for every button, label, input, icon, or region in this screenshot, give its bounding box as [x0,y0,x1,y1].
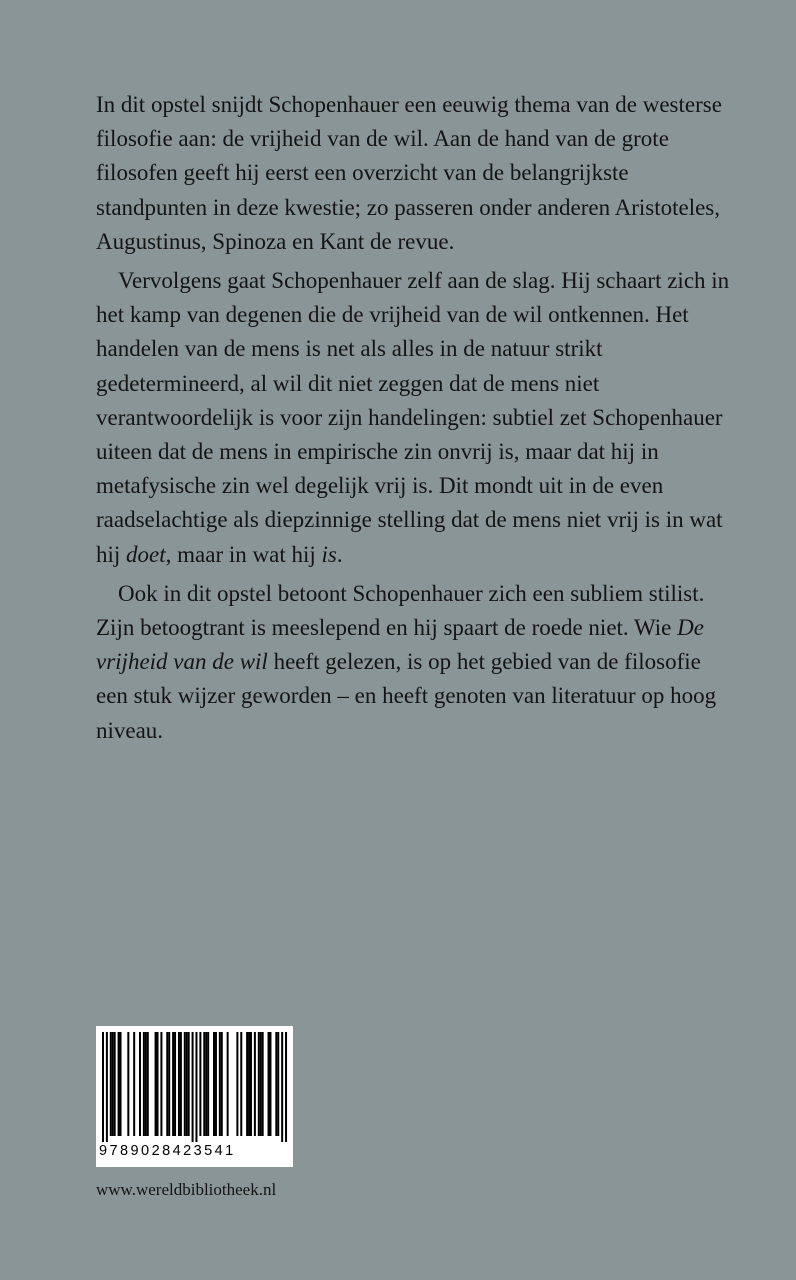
barcode-bars [96,1026,293,1146]
barcode-bar [254,1032,256,1136]
blurb-p3-book-title: De vrijheid van de wil [96,615,704,675]
blurb-paragraph-1: In dit opstel snijdt Schopenhauer een eeuwig thema van de westerse filosofie aan: de vrijheid van de wil. Aan de hand van de grote filosofen geeft hij eerst een overzicht van de belangrijkste standpunten in deze kwestie; zo passeren onder anderen Aristoteles, Augustinus, Spinoza en Kant de revue. [96,92,722,254]
barcode-bar [268,1032,270,1136]
publisher-website: www.wereldbibliotheek.nl [96,1180,277,1199]
blurb-paragraph-2 [96,264,736,572]
barcode-bar [172,1032,174,1136]
barcode-bar [236,1032,238,1136]
barcode-bar [250,1032,252,1136]
isbn-number: 9789028423541 [99,1143,236,1159]
barcode-bar [246,1032,248,1136]
barcode-bar [285,1032,287,1142]
barcode-bar [221,1032,223,1136]
barcode-bar [262,1032,264,1136]
blurb-p3-text-a: Ook in dit opstel betoont Schopenhauer zich een subliem stilist. Zijn betoogtrant is meeslepend en hij spaart de roede niet. Wie [96,580,705,641]
barcode-bar [127,1032,129,1136]
blurb-p2-text-b: , maar in wat hij [165,541,322,567]
barcode-bar [205,1032,207,1136]
barcode-bar [174,1032,176,1136]
barcode-bar [145,1032,147,1136]
barcode-bar [188,1032,190,1136]
barcode-bar [203,1032,205,1136]
barcode-bar [180,1032,182,1136]
blurb-p2-emphasis-is: is [321,541,337,567]
barcode-bar [269,1032,271,1136]
barcode-bar [118,1032,120,1136]
barcode-bar [199,1032,201,1136]
barcode-bar [186,1032,188,1136]
isbn-barcode [96,1026,293,1167]
barcode-bar [160,1032,162,1136]
barcode-bar [277,1032,279,1136]
barcode-bar [240,1032,242,1136]
blurb-p2-text-a: Vervolgens gaat Schopenhauer zelf aan de slag. Hij schaart zich in het kamp van degenen die de vrijheid van de wil ontkennen. Het handelen van de mens is net als alles in de natuur strikt gedetermineerd, al wil dit niet zeggen dat de mens niet verantwoordelijk is voor zijn handelingen: subtiel zet Schopenhauer uiteen dat de mens in empirische zin onvrij is, maar dat hij in metafysische zin wel degelijk vrij is. Dit mondt uit in de even raadselachtige als diepzinnige stelling dat de mens niet vrij is in wat hij [96,268,730,567]
blurb-p2-emphasis-doet: doet [126,541,166,567]
barcode-bar [120,1032,122,1136]
blurb-p2-text-c: . [336,541,343,567]
barcode-bar [178,1032,180,1136]
barcode-bar [227,1032,229,1136]
barcode-bar [106,1032,108,1142]
barcode-bar [110,1032,112,1136]
barcode-bar [213,1032,215,1136]
back-cover-blurb [96,88,736,753]
barcode-bar [133,1032,135,1136]
blurb-p3-text-b: heeft gelezen, is op het gebied van de filosofie een stuk wijzer geworden – en heeft genoten van literatuur op hoog niveau. [96,649,717,743]
blurb-paragraph-3 [96,577,736,748]
barcode-bar [157,1032,159,1136]
barcode-bar [155,1032,157,1136]
barcode-bar [112,1032,114,1136]
barcode-bar [143,1032,145,1136]
barcode-bar [258,1032,260,1136]
barcode-bar [102,1032,104,1142]
barcode-bar [215,1032,217,1136]
barcode-bar [260,1032,262,1136]
barcode-bar [281,1032,283,1142]
barcode-bar [114,1032,116,1136]
barcode-bar [147,1032,149,1136]
barcode-bar [275,1032,277,1136]
barcode-bar [184,1032,186,1136]
barcode-bar [195,1032,197,1142]
barcode-bar [168,1032,170,1136]
barcode-bar [166,1032,168,1136]
barcode-bar [248,1032,250,1136]
barcode-bar [192,1032,194,1142]
barcode-bar [139,1032,141,1136]
barcode-bar [219,1032,221,1136]
barcode-bar [207,1032,209,1136]
